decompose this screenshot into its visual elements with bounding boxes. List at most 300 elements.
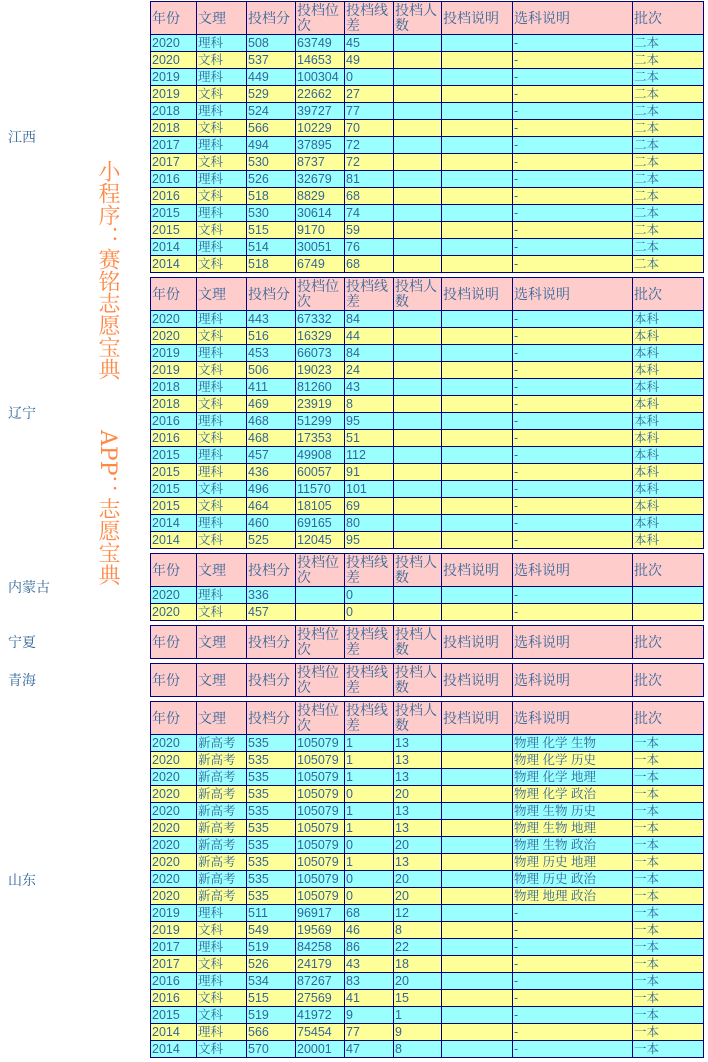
table-cell: 物理 生物 政治 [513,837,633,854]
table-cell: 16329 [296,328,345,345]
table-cell: 2019 [151,362,197,379]
table-cell: 39727 [296,103,345,120]
table-cell: 理科 [197,587,247,604]
table-cell [442,430,513,447]
table-cell: 1 [345,820,394,837]
table-cell: - [513,447,633,464]
table-row [151,532,704,549]
table-cell [394,69,442,86]
table-cell: 新高考 [197,735,247,752]
table-cell: 一本 [633,854,704,871]
table-cell: 一本 [633,939,704,956]
table-row [151,413,704,430]
table-cell: - [513,239,633,256]
table-cell: 19569 [296,922,345,939]
table-cell [442,990,513,1007]
table-cell: 8 [394,1041,442,1058]
table-cell: 2018 [151,396,197,413]
table-cell: 526 [247,171,296,188]
table-cell: - [513,1007,633,1024]
table-cell: 13 [394,769,442,786]
column-header: 年份 [151,554,197,587]
column-header: 投档人数 [394,664,442,697]
table-cell [442,311,513,328]
table-cell [442,379,513,396]
table-cell [394,413,442,430]
table-cell: 2015 [151,1007,197,1024]
column-header: 投档线差 [345,702,394,735]
table-row [151,362,704,379]
column-header: 投档说明 [442,702,513,735]
table-cell [442,604,513,621]
table-row [151,328,704,345]
score-table [150,663,704,697]
table-cell [442,1024,513,1041]
table-cell: 2015 [151,205,197,222]
table-cell: 2020 [151,803,197,820]
table-cell: 二本 [633,86,704,103]
table-cell: 2020 [151,820,197,837]
table-cell: 一本 [633,922,704,939]
table-cell: 75454 [296,1024,345,1041]
table-cell [442,515,513,532]
table-cell: 文科 [197,154,247,171]
table-cell: 0 [345,837,394,854]
table-cell [442,362,513,379]
table-cell: 文科 [197,222,247,239]
table-cell: 二本 [633,256,704,273]
table-cell: - [513,379,633,396]
table-cell: 2020 [151,888,197,905]
column-header: 投档位次 [296,702,345,735]
table-cell: 本科 [633,464,704,481]
province-block [0,701,708,1058]
table-row [151,120,704,137]
table-cell [442,222,513,239]
table-cell: 物理 历史 政治 [513,871,633,888]
province-block [0,625,708,659]
score-table [150,701,704,1058]
table-cell: 文科 [197,604,247,621]
table-cell: 74 [345,205,394,222]
table-cell: 本科 [633,396,704,413]
table-cell: 105079 [296,854,345,871]
column-header: 批次 [633,702,704,735]
column-header: 投档人数 [394,554,442,587]
table-cell: 464 [247,498,296,515]
table-cell: 529 [247,86,296,103]
table-cell: 95 [345,413,394,430]
table-cell: 22 [394,939,442,956]
table-cell: 47 [345,1041,394,1058]
table-cell: 514 [247,239,296,256]
table-cell: 一本 [633,973,704,990]
table-cell [442,939,513,956]
table-cell: 新高考 [197,803,247,820]
table-cell: - [513,515,633,532]
column-header: 文理 [197,702,247,735]
table-cell: 2015 [151,464,197,481]
table-cell: - [513,604,633,621]
table-cell: 2017 [151,154,197,171]
province-name: 江西 [8,130,36,146]
table-row [151,1007,704,1024]
table-cell: 13 [394,854,442,871]
table-cell: 1 [345,803,394,820]
table-row [151,803,704,820]
table-cell: 83 [345,973,394,990]
table-row [151,345,704,362]
table-cell: 本科 [633,498,704,515]
table-cell: 一本 [633,956,704,973]
table-cell: - [513,137,633,154]
table-cell: 新高考 [197,837,247,854]
table-cell [394,604,442,621]
table-cell: 新高考 [197,888,247,905]
table-cell: 理科 [197,239,247,256]
table-cell: 文科 [197,1007,247,1024]
table-cell: 68 [345,188,394,205]
table-cell: 81260 [296,379,345,396]
table-cell: 2020 [151,871,197,888]
table-cell [442,256,513,273]
table-row [151,52,704,69]
table-cell: - [513,587,633,604]
table-cell: - [513,171,633,188]
table-cell: 460 [247,515,296,532]
table-cell [394,532,442,549]
table-cell: 0 [345,69,394,86]
table-cell: 96917 [296,905,345,922]
table-cell: 105079 [296,837,345,854]
column-header: 投档说明 [442,554,513,587]
table-cell [442,803,513,820]
table-cell: 2014 [151,239,197,256]
table-cell: 105079 [296,752,345,769]
table-cell: 37895 [296,137,345,154]
table-cell: 本科 [633,379,704,396]
table-cell: 文科 [197,52,247,69]
table-cell [394,52,442,69]
table-cell: 2020 [151,854,197,871]
column-header: 投档分 [247,702,296,735]
column-header: 批次 [633,664,704,697]
table-cell: 0 [345,604,394,621]
table-cell: 86 [345,939,394,956]
table-cell: 本科 [633,345,704,362]
column-header: 投档线差 [345,278,394,311]
table-row [151,1024,704,1041]
table-cell: 理科 [197,345,247,362]
table-cell: 43 [345,956,394,973]
table-cell: 二本 [633,120,704,137]
table-cell [442,239,513,256]
table-row [151,922,704,939]
table-cell: 84258 [296,939,345,956]
table-cell: 534 [247,973,296,990]
table-cell [394,256,442,273]
column-header: 投档人数 [394,2,442,35]
table-cell: 76 [345,239,394,256]
province-name: 宁夏 [8,635,36,651]
table-cell: 物理 化学 历史 [513,752,633,769]
table-cell: 理科 [197,905,247,922]
table-cell: 2016 [151,973,197,990]
header-row [151,278,704,311]
table-cell: 二本 [633,239,704,256]
table-cell: 文科 [197,362,247,379]
table-cell: 77 [345,1024,394,1041]
column-header: 投档分 [247,2,296,35]
table-cell: - [513,396,633,413]
table-row [151,990,704,1007]
table-cell [394,154,442,171]
table-cell: 457 [247,604,296,621]
table-cell: 0 [345,786,394,803]
table-row [151,171,704,188]
table-cell: 13 [394,803,442,820]
table-cell: 文科 [197,956,247,973]
table-cell: 10229 [296,120,345,137]
table-cell: 文科 [197,188,247,205]
table-row [151,871,704,888]
table-cell: 0 [345,587,394,604]
table-cell: 本科 [633,430,704,447]
table-cell: 8737 [296,154,345,171]
table-cell: 67332 [296,311,345,328]
table-cell: 511 [247,905,296,922]
table-cell: 457 [247,447,296,464]
column-header: 投档位次 [296,278,345,311]
table-cell: 2017 [151,137,197,154]
table-cell: 1 [345,752,394,769]
table-cell: 理科 [197,103,247,120]
table-cell [394,222,442,239]
column-header: 选科说明 [513,626,633,659]
table-cell: - [513,956,633,973]
table-cell: 68 [345,905,394,922]
table-cell [394,464,442,481]
column-header: 批次 [633,2,704,35]
table-cell [442,396,513,413]
table-row [151,604,704,621]
score-table [150,553,704,621]
table-cell: - [513,205,633,222]
table-cell: 101 [345,481,394,498]
table-cell: 二本 [633,35,704,52]
table-cell [394,447,442,464]
table-cell: 32679 [296,171,345,188]
table-cell: 72 [345,137,394,154]
column-header: 投档位次 [296,626,345,659]
table-cell [442,922,513,939]
table-cell [442,188,513,205]
table-row [151,735,704,752]
table-cell [394,103,442,120]
table-cell: 68 [345,256,394,273]
table-cell: - [513,498,633,515]
table-row [151,837,704,854]
column-header: 选科说明 [513,2,633,35]
table-cell: 2015 [151,222,197,239]
table-cell: 二本 [633,222,704,239]
table-row [151,69,704,86]
table-row [151,956,704,973]
table-cell: 1 [394,1007,442,1024]
table-cell: 9 [345,1007,394,1024]
table-row [151,256,704,273]
table-cell: 14653 [296,52,345,69]
province-block [0,663,708,697]
table-cell: 文科 [197,532,247,549]
table-cell: 20001 [296,1041,345,1058]
table-cell: 0 [345,871,394,888]
table-cell: 77 [345,103,394,120]
table-cell [442,735,513,752]
table-cell: 525 [247,532,296,549]
column-header: 投档分 [247,554,296,587]
column-header: 文理 [197,626,247,659]
table-cell: 理科 [197,939,247,956]
table-cell [394,328,442,345]
table-cell: 理科 [197,413,247,430]
table-cell: 新高考 [197,871,247,888]
table-cell: 535 [247,786,296,803]
table-cell: 2015 [151,481,197,498]
table-row [151,939,704,956]
table-cell [442,956,513,973]
table-cell: 一本 [633,786,704,803]
table-cell: 72 [345,154,394,171]
table-cell: - [513,905,633,922]
table-row [151,888,704,905]
table-cell: 84 [345,311,394,328]
province-name: 青海 [8,673,36,689]
province-name: 山东 [8,872,36,889]
table-cell: 105079 [296,769,345,786]
table-cell [394,498,442,515]
score-table [150,1,704,273]
table-cell [394,86,442,103]
table-cell [442,837,513,854]
table-cell: 20 [394,837,442,854]
table-cell: 20 [394,871,442,888]
watermark-line1: 小程序：赛铭志愿宝典 [95,160,120,380]
table-cell [394,430,442,447]
table-cell: 535 [247,735,296,752]
table-cell: 453 [247,345,296,362]
table-cell: - [513,430,633,447]
table-cell: 30051 [296,239,345,256]
table-cell [442,154,513,171]
table-cell [442,103,513,120]
table-cell: 文科 [197,430,247,447]
table-cell: - [513,311,633,328]
table-cell: 2020 [151,786,197,803]
table-cell [394,188,442,205]
table-cell: 理科 [197,464,247,481]
table-cell: 1 [345,854,394,871]
table-row [151,311,704,328]
table-row [151,154,704,171]
table-row [151,786,704,803]
table-cell: 一本 [633,1007,704,1024]
table-cell [442,413,513,430]
table-cell: 59 [345,222,394,239]
header-row [151,554,704,587]
table-cell: 2020 [151,837,197,854]
table-cell: 566 [247,1024,296,1041]
table-cell: 新高考 [197,854,247,871]
table-cell: 二本 [633,137,704,154]
table-cell: 18 [394,956,442,973]
table-cell: 本科 [633,413,704,430]
table-cell [394,345,442,362]
column-header: 投档位次 [296,664,345,697]
table-cell [442,120,513,137]
province-block [0,277,708,549]
column-header: 投档说明 [442,278,513,311]
table-cell [442,532,513,549]
table-cell: 17353 [296,430,345,447]
column-header: 投档说明 [442,626,513,659]
table-cell: 105079 [296,803,345,820]
table-row [151,103,704,120]
table-cell: 新高考 [197,752,247,769]
column-header: 投档人数 [394,626,442,659]
table-cell: 理科 [197,379,247,396]
table-cell: 411 [247,379,296,396]
column-header: 投档位次 [296,2,345,35]
score-table [150,625,704,659]
table-cell: 95 [345,532,394,549]
table-cell: 105079 [296,871,345,888]
table-cell [442,786,513,803]
table-cell: 91 [345,464,394,481]
table-cell: 新高考 [197,769,247,786]
table-cell: 49908 [296,447,345,464]
column-header: 文理 [197,2,247,35]
column-header: 年份 [151,2,197,35]
table-cell: 物理 化学 生物 [513,735,633,752]
table-cell: 2020 [151,604,197,621]
table-cell: 2019 [151,922,197,939]
table-cell [394,587,442,604]
table-cell: 0 [345,888,394,905]
table-cell [442,69,513,86]
province-block [0,1,708,273]
table-cell: 2018 [151,379,197,396]
table-cell: - [513,481,633,498]
table-cell: 文科 [197,86,247,103]
column-header: 投档线差 [345,554,394,587]
table-cell: - [513,154,633,171]
table-cell: 2020 [151,35,197,52]
header-row [151,664,704,697]
table-cell: - [513,52,633,69]
table-cell [442,498,513,515]
table-cell: 文科 [197,922,247,939]
table-cell: 535 [247,820,296,837]
table-cell: 二本 [633,103,704,120]
table-cell: 81 [345,171,394,188]
table-cell: 本科 [633,311,704,328]
table-cell: 二本 [633,52,704,69]
table-cell [394,515,442,532]
table-cell: 13 [394,752,442,769]
column-header: 文理 [197,278,247,311]
table-cell: 41972 [296,1007,345,1024]
